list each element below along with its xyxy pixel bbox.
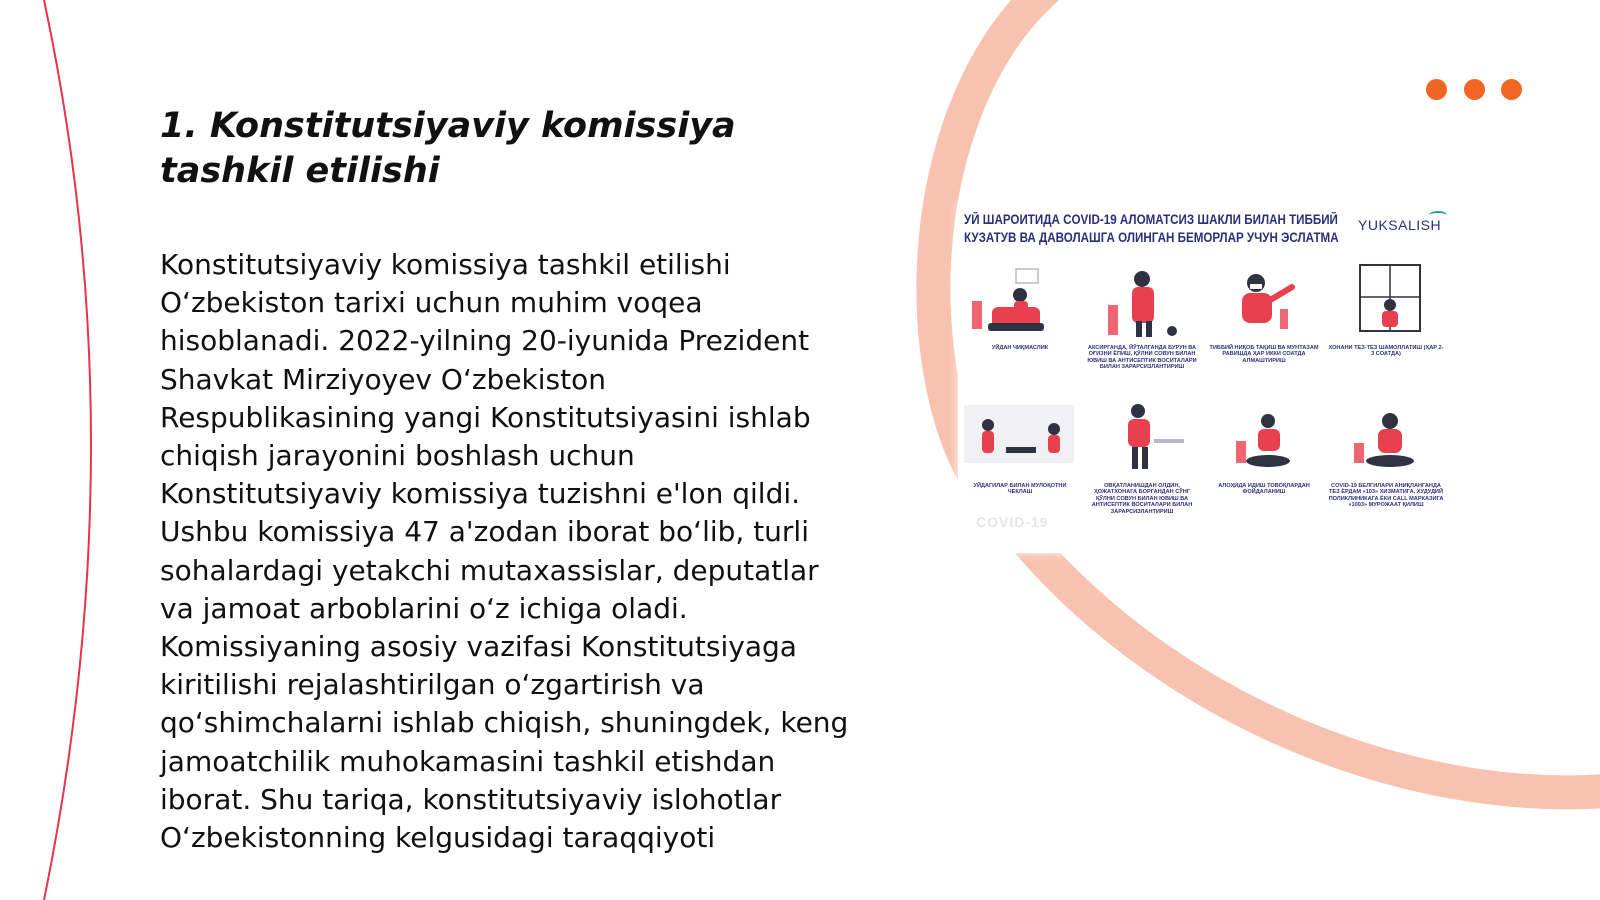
person-with-mask-icon — [1206, 261, 1322, 341]
poster-footer: COVID-19 — [976, 514, 1049, 530]
window-ventilation-icon — [1328, 261, 1444, 341]
person-washing-hands-icon — [1084, 261, 1200, 341]
person-at-home-icon — [962, 261, 1078, 341]
separate-dishes-icon — [1206, 399, 1322, 479]
poster-tile — [1328, 261, 1444, 358]
tile-caption: УЙДАН ЧИҚМАСЛИК — [991, 345, 1049, 351]
poster-heading-line-1: УЙ ШАРОИТИДА COVID-19 АЛОМАТСИЗ ШАКЛИ БИЛАН ТИББИЙ — [964, 212, 1338, 227]
poster-logo: YUKSALISH — [1358, 217, 1442, 233]
cleaning-surfaces-icon — [1084, 399, 1200, 479]
accent-dot — [1501, 79, 1522, 100]
accent-dots — [1426, 79, 1522, 101]
poster-tile — [962, 261, 1078, 351]
accent-dot — [1464, 79, 1485, 100]
call-for-help-icon — [1328, 399, 1444, 479]
slide-title: 1. Konstitutsiyaviy komissiya tashkil etilishi — [160, 106, 736, 191]
poster-heading — [964, 211, 1339, 247]
poster-tile — [1206, 261, 1322, 364]
accent-dot — [1426, 79, 1447, 100]
slide-body-text: Konstitutsiyaviy komissiya tashkil etilishi O‘zbekiston tarixi uchun muhim voqea hisoblanadi. 2022-yilning 20-iyunida Prezident Shavkat Mirziyoyev O‘zbekiston Respublikasining yangi Konstitutsiyasini ishlab chiqish jarayonini boshlash uchun Konstitutsiyaviy komissiya tuzishni e'lon qildi. Ushbu komissiya 47 a'zodan iborat bo‘lib, turli sohalardagi yetakchi mutaxassislar, deputatlar va jamoat arboblarini o‘z ichiga oladi. Komissiyaning asosiy vazifasi Konstitutsiyaga kiritilishi rejalashtirilgan o‘zgartirish va qo‘shimchalarni ishlab chiqish, shuningdek, keng jamoatchilik muhokamasini tashkil etishdan iborat. Shu tariqa, konstitutsiyaviy islohotlar O‘zbekistonning kelgusidagi taraqqiyoti — [160, 248, 849, 855]
poster-heading-line-2: КУЗАТУВ ВА ДАВОЛАШГА ОЛИНГАН БЕМОРЛАР УЧУН ЭСЛАТМА — [964, 230, 1339, 245]
poster-tile — [1084, 261, 1200, 371]
poster-tile — [962, 399, 1078, 496]
left-curve-line — [44, 0, 91, 900]
covid-poster-image — [958, 203, 1452, 553]
tile-caption: АКСИРГАНДА, ЙЎТАЛГАНДА БУРУН ВА ОҒИЗНИ ЁПИШ, ҚЎЛНИ СОВУН БИЛАН ЮВИШ ВА АНТИСЕПТИК ВОСИТАЛАРИ БИЛАН ЗАРАРСИЗЛАНТИРИШ — [1087, 345, 1197, 371]
tile-caption: ХОНАНИ ТЕЗ-ТЕЗ ШАМОЛЛАТИШ (ҲАР 2-3 СОАТДА) — [1328, 345, 1444, 358]
limit-contact-icon — [962, 399, 1078, 479]
tile-caption: ТИББИЙ НИҚОБ ТАҚИШ ВА МУНТАЗАМ РАВИШДА ҲАР ИККИ СОАТДА АЛМАШТИРИШ — [1209, 345, 1319, 364]
poster-tile — [1328, 399, 1444, 509]
tile-caption: ОВҚАТЛАНИШДАН ОЛДИН, ҲОЖАТХОНАГА БОРГАНДАН СЎНГ ҚЎЛНИ СОВУН БИЛАН ЮВИШ ВА АНТИСЕПТИК ВОСИТАЛАРИ БИЛАН ЗАРАРСИЗЛАНТИРИШ — [1091, 483, 1193, 515]
tile-caption: COVID-19 БЕЛГИЛАРИ АНИҚЛАНГАНДА ТЕЗ ЁРДАМ «103» ХИЗМАТИГА, ХУДУДИЙ ПОЛИКЛИНИКАГА ЁКИ CALL МАРКАЗИГА «1003» МУРОЖААТ ҚИЛИШ — [1328, 483, 1444, 509]
tile-caption: УЙДАГИЛАР БИЛАН МУЛОҚОТНИ ЧЕКЛАШ — [973, 483, 1067, 496]
tile-caption: АЛОҲИДА ИДИШ ТОВОҚЛАРДАН ФОЙДАЛАНИШ — [1218, 483, 1310, 496]
poster-tile — [1206, 399, 1322, 496]
poster-tile — [1084, 399, 1200, 515]
